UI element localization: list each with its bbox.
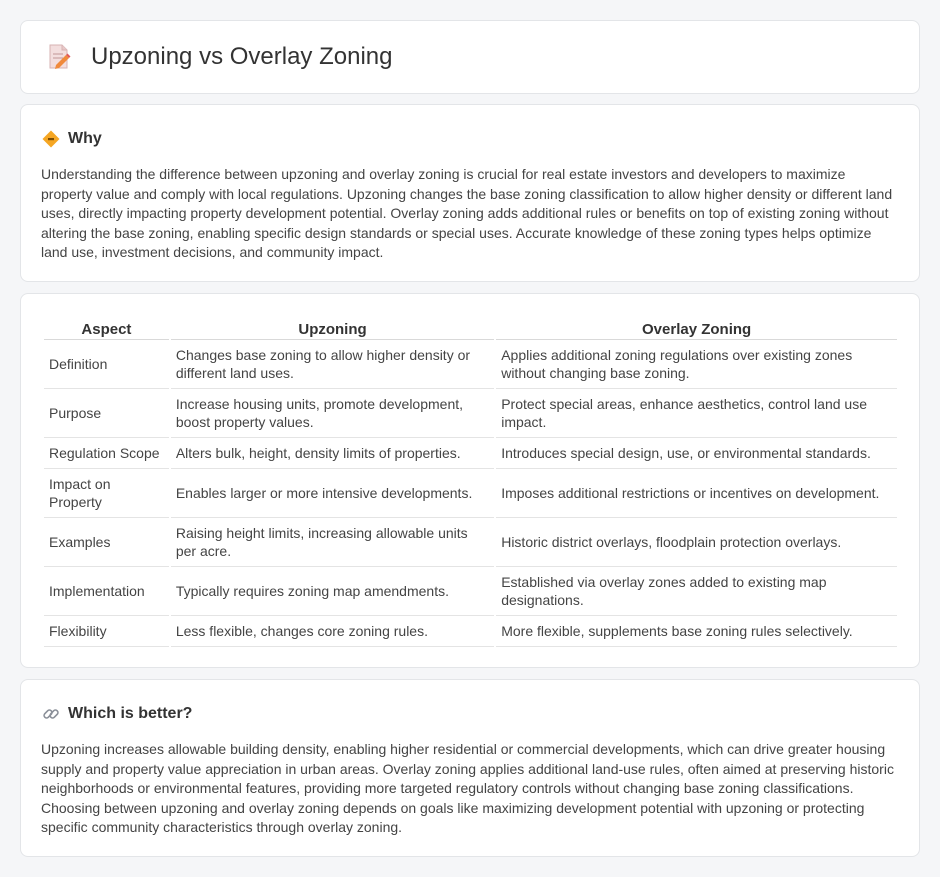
header-aspect: Aspect bbox=[44, 314, 169, 340]
row-upzoning: Typically requires zoning map amendments. bbox=[171, 567, 494, 616]
better-header bbox=[21, 680, 919, 724]
row-aspect: Regulation Scope bbox=[44, 438, 169, 469]
title-row bbox=[21, 21, 919, 93]
row-aspect: Purpose bbox=[44, 389, 169, 438]
row-upzoning: Increase housing units, promote development, boost property values. bbox=[171, 389, 494, 438]
why-header bbox=[21, 105, 919, 149]
table-row bbox=[44, 469, 897, 518]
table-header-row bbox=[44, 314, 897, 340]
row-aspect: Impact on Property bbox=[44, 469, 169, 518]
table-row bbox=[44, 438, 897, 469]
page-title: Upzoning vs Overlay Zoning bbox=[91, 43, 393, 70]
row-overlay: Applies additional zoning regulations over existing zones without changing base zoning. bbox=[496, 340, 897, 389]
row-upzoning: Alters bulk, height, density limits of properties. bbox=[171, 438, 494, 469]
table-row bbox=[44, 518, 897, 567]
link-icon bbox=[42, 705, 60, 723]
row-overlay: Imposes additional restrictions or incentives on development. bbox=[496, 469, 897, 518]
header-overlay-zoning: Overlay Zoning bbox=[496, 314, 897, 340]
better-text: Upzoning increases allowable building density, enabling higher residential or commercial developments, which can drive greater housing supply and property value appreciation in urban areas. Overlay zoning applies additional land-use rules, often aimed at preserving historic neighborhoods or environmental features, providing more targeted regulatory controls without changing base zoning classifications. Choosing between upzoning and overlay zoning depends on goals like maximizing development potential with upzoning or protecting specific community characteristics through overlay zoning. bbox=[41, 741, 894, 836]
which-is-better-section bbox=[20, 679, 920, 857]
header-upzoning: Upzoning bbox=[171, 314, 494, 340]
row-aspect: Implementation bbox=[44, 567, 169, 616]
why-text: Understanding the difference between upzoning and overlay zoning is crucial for real estate investors and developers to maximize property value and comply with local regulations. Upzoning changes the base zoning classification to allow higher density or different land uses, directly impacting property development potential. Overlay zoning adds additional rules or benefits on top of existing zoning without altering the base zoning, enabling specific design standards or special uses. Accurate knowledge of these zoning types helps optimize land use, investment decisions, and community impact. bbox=[41, 166, 893, 261]
table-row bbox=[44, 340, 897, 389]
row-overlay: Established via overlay zones added to existing map designations. bbox=[496, 567, 897, 616]
row-upzoning: Enables larger or more intensive developments. bbox=[171, 469, 494, 518]
table-row bbox=[44, 567, 897, 616]
row-overlay: Introduces special design, use, or environmental standards. bbox=[496, 438, 897, 469]
why-section bbox=[20, 104, 920, 282]
row-aspect: Flexibility bbox=[44, 616, 169, 647]
comparison-table bbox=[42, 314, 899, 647]
row-upzoning: Changes base zoning to allow higher density or different land uses. bbox=[171, 340, 494, 389]
row-overlay: Protect special areas, enhance aesthetics, control land use impact. bbox=[496, 389, 897, 438]
row-overlay: More flexible, supplements base zoning rules selectively. bbox=[496, 616, 897, 647]
table-row bbox=[44, 616, 897, 647]
better-heading: Which is better? bbox=[68, 704, 193, 722]
title-card bbox=[20, 20, 920, 94]
why-heading: Why bbox=[68, 129, 102, 147]
document-pencil-icon bbox=[47, 44, 71, 70]
table-row bbox=[44, 389, 897, 438]
comparison-table-card bbox=[20, 293, 920, 668]
row-upzoning: Less flexible, changes core zoning rules. bbox=[171, 616, 494, 647]
row-aspect: Examples bbox=[44, 518, 169, 567]
row-upzoning: Raising height limits, increasing allowable units per acre. bbox=[171, 518, 494, 567]
row-overlay: Historic district overlays, floodplain protection overlays. bbox=[496, 518, 897, 567]
diamond-sign-icon bbox=[42, 130, 60, 148]
row-aspect: Definition bbox=[44, 340, 169, 389]
